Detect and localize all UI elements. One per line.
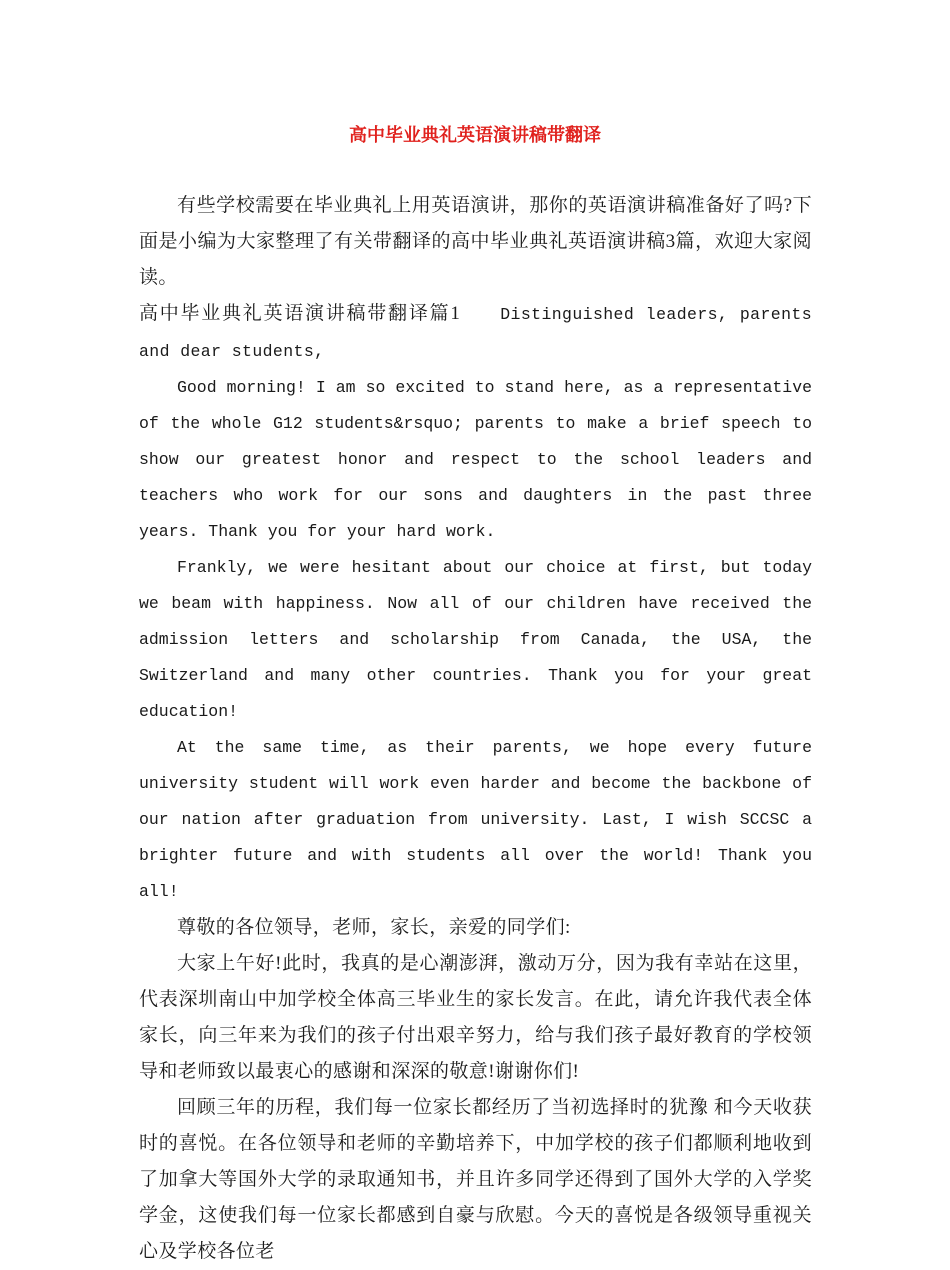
chinese-salutation: 尊敬的各位领导，老师，家长，亲爱的同学们:: [177, 917, 571, 938]
english-paragraph-2: Frankly, we were hesitant about our choice at first, but today we beam with happiness. Now all of our children have received the admission letters and scholarship from Canada, the USA, the Switzerland and many other countries. Thank you for your great education!: [139, 558, 812, 721]
chinese-paragraph-1: 大家上午好!此时，我真的是心潮澎湃，激动万分，因为我有幸站在这里，代表深圳南山中加学校全体高三毕业生的家长发言。在此，请允许我代表全体家长，向三年来为我们的孩子付出艰辛努力，给与我们孩子最好教育的学校领导和老师致以最衷心的感谢和深深的敬意!谢谢你们!: [139, 953, 812, 1082]
chinese-paragraph-2: 回顾三年的历程，我们每一位家长都经历了当初选择时的犹豫 和今天收获时的喜悦。在各位领导和老师的辛勤培养下，中加学校的孩子们都顺利地收到了加拿大等国外大学的录取通知书，并且许多同学还得到了国外大学的入学奖学金，这使我们每一位家长都感到自豪与欣慰。今天的喜悦是各级领导重视关心及学校各位老: [139, 1097, 812, 1262]
section-heading-paragraph: [139, 296, 812, 370]
section-heading: 高中毕业典礼英语演讲稿带翻译篇1: [139, 303, 461, 324]
intro-paragraph: 有些学校需要在毕业典礼上用英语演讲，那你的英语演讲稿准备好了吗?下面是小编为大家整理了有关带翻译的高中毕业典礼英语演讲稿3篇，欢迎大家阅读。: [139, 195, 812, 288]
english-salutation: Distinguished leaders, parents and dear students,: [139, 305, 812, 361]
english-paragraph-3: At the same time, as their parents, we hope every future university student will work even harder and become the backbone of our nation after graduation from university. Last, I wish SCCSC a brighter future and with students all over the world! Thank you all!: [139, 738, 812, 901]
english-paragraph-1: Good morning! I am so excited to stand here, as a representative of the whole G12 students&rsquo; parents to make a brief speech to show our greatest honor and respect to the school leaders and teachers who work for our sons and daughters in the past three years. Thank you for your hard work.: [139, 378, 812, 541]
document-body: [139, 188, 812, 1270]
page-title: 高中毕业典礼英语演讲稿带翻译: [349, 125, 601, 146]
